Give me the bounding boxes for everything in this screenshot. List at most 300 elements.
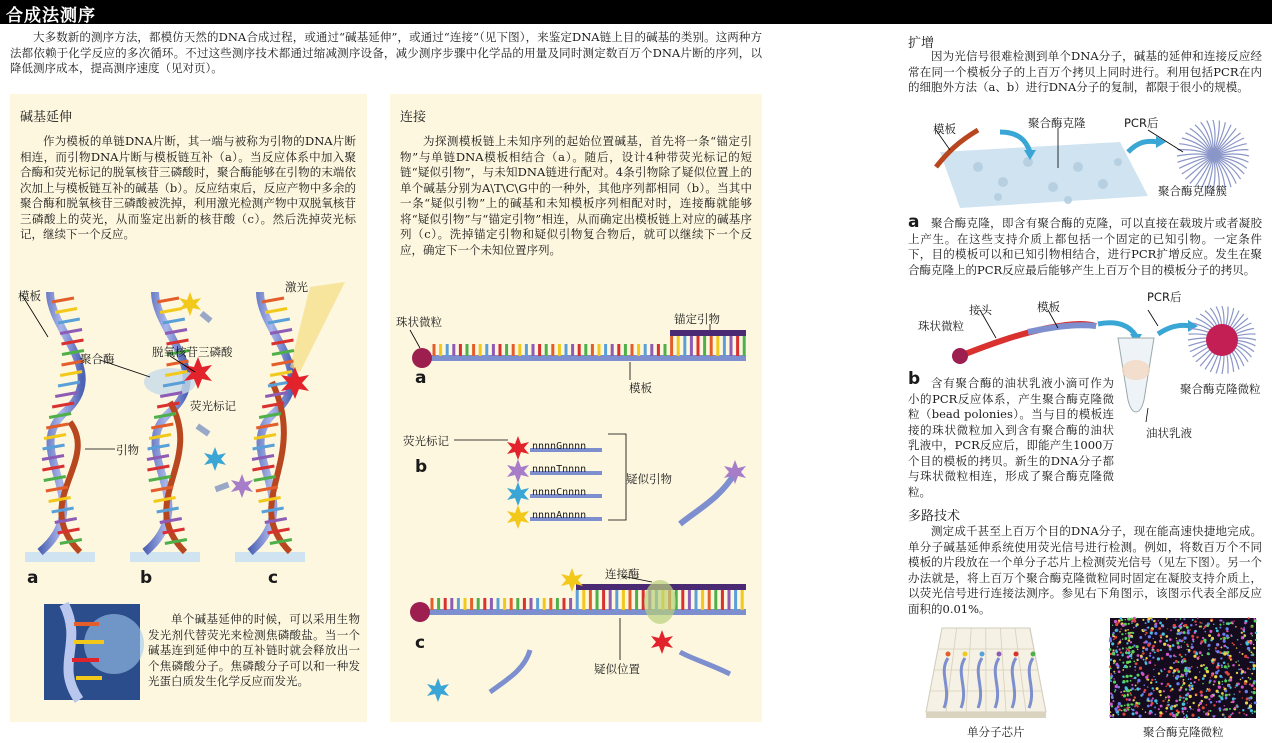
- colony-dot: [1247, 641, 1249, 643]
- colony-dot: [1165, 635, 1168, 638]
- label-chip: 单分子芯片: [967, 725, 1025, 739]
- colony-dot: [1238, 664, 1240, 666]
- colony-dot: [1175, 660, 1178, 663]
- colony-dot: [1131, 650, 1134, 653]
- base-pair: [60, 540, 82, 544]
- colony-dot: [1181, 647, 1182, 648]
- colony-dot: [1167, 701, 1168, 702]
- colony-dot: [1186, 717, 1188, 719]
- colony-dot: [1203, 664, 1205, 666]
- colony-dot: [1215, 651, 1216, 652]
- colony-dot: [1169, 638, 1172, 641]
- base-pair: [42, 466, 64, 470]
- base-pair: [147, 456, 169, 460]
- colony-dot: [1147, 627, 1149, 629]
- colony-dot: [1198, 656, 1199, 657]
- anchor-primer: [670, 330, 746, 336]
- colony-dot: [1186, 649, 1187, 650]
- base-pair: [256, 424, 278, 428]
- colony-dot: [1161, 683, 1163, 685]
- colony-dot: [1185, 672, 1188, 675]
- arrow: [1128, 141, 1158, 152]
- colony-dot: [1213, 624, 1214, 625]
- colony-dot: [1163, 643, 1166, 646]
- colony-dot: [1137, 674, 1140, 677]
- colony-dot: [1124, 691, 1125, 692]
- colony-dot: [1240, 644, 1241, 645]
- colony-dot: [1137, 682, 1139, 684]
- colony-dot: [1152, 656, 1154, 658]
- leader-line: [1148, 310, 1158, 326]
- colony-dot: [1144, 684, 1146, 686]
- colony-dot: [1121, 633, 1123, 635]
- ligation-heading: 连接: [400, 110, 427, 125]
- colony-dot: [1113, 671, 1115, 673]
- colony-dot: [1200, 691, 1203, 694]
- colony-dot: [1226, 668, 1227, 669]
- colony-dot: [1213, 680, 1215, 682]
- colony-dot: [1125, 633, 1126, 634]
- label-letter-c: c: [268, 568, 279, 588]
- probe-bracket: [608, 434, 626, 520]
- colony-dot: [1183, 697, 1185, 699]
- colony-dot: [1191, 635, 1194, 638]
- colony-dot: [1184, 667, 1187, 670]
- colony-dot: [1191, 643, 1193, 645]
- colony-dot: [1122, 647, 1124, 649]
- colony-dot: [1248, 617, 1250, 619]
- colony-dot: [1134, 696, 1136, 698]
- colony-dot: [1169, 713, 1172, 716]
- colony-dot: [1216, 666, 1218, 668]
- colony-dot: [1238, 669, 1240, 671]
- colony-dot: [1131, 653, 1133, 655]
- colony-dot: [1143, 629, 1145, 631]
- label-probe: 疑似引物: [626, 472, 672, 486]
- colony-dot: [1223, 709, 1224, 710]
- bioluminescence-inset: [44, 604, 140, 700]
- colony-dot: [1211, 674, 1214, 677]
- colony-dot: [1236, 672, 1238, 674]
- colony-dot: [1136, 645, 1139, 648]
- colony-dot: [1242, 697, 1243, 698]
- colony-dot: [1221, 666, 1223, 668]
- colony-dot: [1241, 653, 1243, 655]
- base-pair: [253, 445, 275, 449]
- colony-dot: [1194, 676, 1197, 679]
- colony-dot: [1210, 710, 1212, 712]
- colony-dot: [1206, 670, 1209, 673]
- colony-dot: [1244, 655, 1247, 658]
- colony-dot: [1221, 692, 1224, 695]
- colony-dot: [1125, 619, 1127, 621]
- colony-dot: [1121, 710, 1123, 712]
- colony-dot: [1117, 705, 1120, 708]
- colony-dot: [1201, 623, 1202, 624]
- base-pair: [165, 540, 187, 544]
- free-probe: [680, 473, 735, 524]
- colony-dot: [1250, 626, 1252, 628]
- colony-dot: [1141, 673, 1144, 676]
- colony-dot: [1133, 678, 1134, 679]
- colony-dot: [1199, 671, 1200, 672]
- colony-dot: [1152, 687, 1154, 689]
- colony-dot: [1215, 649, 1216, 650]
- colony-dot: [1126, 647, 1127, 648]
- colony-dot: [1186, 675, 1187, 676]
- colony-dot: [1115, 685, 1118, 688]
- colony-dot: [1226, 627, 1229, 630]
- colony-dot: [1122, 662, 1124, 664]
- colony-dot: [1175, 656, 1176, 657]
- colony-dot: [1168, 670, 1171, 673]
- probe-seq-a: nnnnAnnnn: [532, 510, 587, 521]
- colony-dot: [1204, 631, 1206, 633]
- label-fluor: 荧光标记: [190, 399, 236, 413]
- colony-dot: [1200, 664, 1203, 667]
- colony-dot: [1182, 674, 1184, 676]
- colony-dot: [1202, 683, 1204, 685]
- colony-dot: [1118, 670, 1121, 673]
- colony-dot: [1130, 703, 1132, 705]
- colony-dot: [1125, 666, 1128, 669]
- colony-dot: [1130, 636, 1132, 638]
- colony-dot: [1122, 638, 1124, 640]
- colony-dot: [1255, 639, 1257, 641]
- colony-dot: [1244, 622, 1247, 625]
- colony-dot: [1127, 703, 1130, 706]
- colony-dot: [1176, 682, 1179, 685]
- colony-dot: [1181, 645, 1182, 646]
- amp-letter-a: a: [908, 212, 920, 232]
- colony-dot: [1173, 675, 1174, 676]
- colony-dot: [1232, 697, 1235, 700]
- colony-dot: [1223, 640, 1226, 643]
- colony-dot: [1176, 642, 1179, 645]
- colony-dot: [1127, 618, 1130, 621]
- colony-dot: [1214, 675, 1217, 678]
- colony-dot: [1117, 686, 1120, 689]
- colony-dot: [1244, 713, 1245, 714]
- colony-dot: [1113, 662, 1115, 664]
- colony-dot: [1233, 644, 1235, 646]
- ligation-letter-b: b: [415, 457, 428, 477]
- ligation-diagram-c: [390, 568, 762, 718]
- colony-dot: [1113, 681, 1116, 684]
- colony-dot: [1215, 647, 1217, 649]
- colony-dot: [1151, 702, 1154, 705]
- colony-dot: [1147, 675, 1149, 677]
- colony-dot: [1222, 695, 1224, 697]
- colony-dot: [1176, 704, 1177, 705]
- base-pair: [147, 466, 169, 470]
- fluor-star: [507, 482, 529, 506]
- colony-dot: [1197, 617, 1199, 619]
- colony-dot: [1165, 707, 1168, 710]
- label-template: 模板: [18, 289, 41, 303]
- colony-dot: [1130, 641, 1132, 643]
- colony-dot: [1147, 686, 1148, 687]
- label-colony-bead: 聚合酶克隆微粒: [1180, 382, 1261, 396]
- colony-dot: [1173, 655, 1175, 657]
- colony-dot: [1151, 679, 1153, 681]
- chip-signal: [997, 652, 1002, 657]
- colony-dot: [1198, 679, 1200, 681]
- bead-colony-image: [1110, 618, 1256, 718]
- colony-dot: [1247, 668, 1249, 670]
- colony-dot: [1251, 684, 1254, 687]
- colony-dot: [1161, 670, 1163, 672]
- label-bead-b: 珠状微粒: [918, 319, 964, 333]
- colony-dot: [1190, 678, 1192, 680]
- label-template-lig: 模板: [629, 381, 652, 395]
- colony-dot: [1185, 660, 1187, 662]
- ligation-letter-c: c: [415, 633, 426, 653]
- colony-dot: [1148, 700, 1150, 702]
- base-pair: [259, 498, 281, 502]
- colony-dot: [1111, 642, 1114, 645]
- colony-dot: [1113, 660, 1116, 663]
- colony-dot: [1239, 691, 1241, 693]
- colony-dot: [1252, 635, 1253, 636]
- colony-dot: [1169, 655, 1172, 658]
- colony-dot: [1216, 701, 1218, 703]
- colony-dot: [1253, 687, 1256, 690]
- colony-dot: [1155, 681, 1157, 683]
- colony-dot: [1142, 647, 1144, 649]
- amplification-text-a: 聚合酶克隆，即含有聚合酶的克隆，可以直接在载玻片或者凝胶上产生。在这些支持介质上都包括一个固定的已知引物。一定条件下，目的模板可以和已知引物相结合，进行PCR扩增反应。发生在聚合酶克隆上的PCR反应最后能够产生上百万个目的模板分子的拷贝。: [908, 216, 1262, 277]
- colony-dot: [1216, 650, 1219, 653]
- chip-signal: [980, 652, 985, 657]
- colony-dot: [1123, 694, 1126, 697]
- colony-dot: [1135, 711, 1138, 714]
- base-pair: [46, 424, 68, 428]
- multiplex-text: 测定成千甚至上百万个目的DNA分子，现在能高速快捷地完成。单分子碱基延伸系统使用荧光信号进行检测。例如，将数百万个不同模板的片段放在一个单分子芯片上检测荧光信号（见左下图）。另一个办法就是，将上百万个聚合酶克隆微粒同时固定在凝胶支持介质上，以荧光信号进行连接法测序。参见右下角图示，该图示代表全部反应面积的0.01%。: [908, 524, 1262, 616]
- colony-dot: [1159, 711, 1162, 714]
- colony-dot: [1183, 618, 1185, 620]
- colony-dot: [1132, 709, 1135, 712]
- colony-dot: [1197, 708, 1200, 711]
- colony-dot: [1158, 672, 1160, 674]
- colony-dot: [1152, 649, 1154, 651]
- colony-dot: [1182, 639, 1184, 641]
- colony-dot: [1111, 694, 1113, 696]
- colony-dot: [1167, 683, 1170, 686]
- single-molecule-chip: [922, 618, 1050, 718]
- colony-dot: [1109, 648, 1112, 651]
- base-pair: [252, 466, 274, 470]
- colony-dot: [1142, 709, 1143, 710]
- multiplex-heading: 多路技术: [908, 509, 961, 524]
- colony-dot: [1158, 708, 1160, 710]
- colony-dot: [1120, 639, 1122, 641]
- colony-dot: [1118, 708, 1121, 711]
- colony-dot: [1202, 706, 1205, 709]
- colony-dot: [1227, 647, 1229, 649]
- colony-dot: [1227, 665, 1229, 667]
- colony-dot: [1220, 657, 1222, 659]
- colony-dot: [1149, 652, 1151, 654]
- colony-dot: [1228, 657, 1230, 659]
- base-pair: [42, 456, 64, 460]
- colony-dot: [1217, 644, 1218, 645]
- colony-dot: [1194, 632, 1196, 634]
- colony-dot: [1129, 692, 1131, 694]
- colony-dot: [1154, 714, 1156, 716]
- colony-dot: [1253, 647, 1255, 649]
- colony-dot: [1172, 714, 1175, 717]
- base-pair: [58, 382, 80, 386]
- colony-dot: [1220, 638, 1222, 640]
- colony-dot: [1227, 654, 1229, 656]
- colony-dot: [1215, 671, 1218, 674]
- colony-dot: [1114, 691, 1116, 693]
- colony-dot: [1122, 653, 1123, 654]
- colony-dot: [1114, 689, 1116, 691]
- colony-dot: [1189, 629, 1191, 631]
- colony-dot: [1134, 706, 1136, 708]
- colony-dot: [1182, 702, 1185, 705]
- colony-dot: [1230, 659, 1232, 661]
- colony-dot: [1109, 666, 1111, 668]
- colony-dot: [1129, 660, 1132, 663]
- colony-dot: [1180, 686, 1182, 688]
- colony-dot: [1150, 682, 1152, 684]
- colony-dot: [1114, 620, 1117, 623]
- colony-dot: [1213, 694, 1215, 696]
- probe-seq-c: nnnnCnnnn: [532, 487, 587, 498]
- colony-dot: [1122, 669, 1124, 671]
- colony-dot: [1135, 704, 1137, 706]
- colony-dot: [1201, 654, 1203, 656]
- colony-dot: [1173, 669, 1176, 672]
- colony-dot: [1224, 690, 1227, 693]
- colony-dot: [1137, 654, 1140, 657]
- title-bar: [0, 0, 1272, 24]
- laser-beam: [290, 282, 345, 372]
- colony-dot: [1166, 653, 1169, 656]
- colony-dot: [1206, 624, 1209, 627]
- colony-dot: [1132, 646, 1134, 648]
- fluor-star-yellow: [179, 292, 201, 316]
- colony-dot: [1249, 669, 1250, 670]
- colony-dot: [1148, 635, 1151, 638]
- colony-dot: [1207, 712, 1209, 714]
- colony-dot: [1224, 716, 1225, 717]
- colony-dot: [1202, 677, 1205, 680]
- colony-dot: [1226, 622, 1229, 625]
- colony-dot: [1176, 638, 1177, 639]
- dntp: [196, 424, 211, 437]
- colony-dot: [1113, 649, 1115, 651]
- colony-dot: [1224, 705, 1225, 706]
- colony-dot: [1145, 662, 1148, 665]
- colony-dot: [1251, 651, 1253, 653]
- label-beads: 聚合酶克隆微粒: [1143, 725, 1224, 739]
- amp-letter-b: b: [908, 369, 921, 389]
- colony-dot: [1154, 706, 1156, 708]
- colony-dot: [1173, 662, 1175, 664]
- colony-dot: [1126, 650, 1127, 651]
- base-pair: [262, 298, 284, 302]
- colony-dot: [1253, 664, 1254, 665]
- colony-dot: [1167, 628, 1168, 629]
- colony-dot: [1166, 639, 1169, 642]
- colony-dot: [1215, 627, 1217, 629]
- base-pair: [157, 508, 179, 512]
- slide: [235, 552, 305, 562]
- colony-dot: [1238, 660, 1239, 661]
- colony-dot: [1208, 698, 1210, 700]
- colony-dot: [1147, 620, 1149, 622]
- colony-dot: [1143, 642, 1145, 644]
- probe-seq-g: nnnnGnnnn: [532, 441, 587, 452]
- colony-dot: [1159, 640, 1162, 643]
- colony-dot: [1199, 626, 1201, 628]
- colony-dot: [1151, 634, 1152, 635]
- colony-dot: [1208, 710, 1210, 712]
- colony-dot: [1181, 710, 1184, 713]
- colony-dot: [1145, 632, 1147, 634]
- colony-dot: [1133, 644, 1135, 646]
- colony-dot: [1135, 684, 1137, 686]
- colony-dot: [1170, 630, 1172, 632]
- base-pair: [154, 498, 176, 502]
- polymerase: [144, 368, 196, 396]
- colony-dot: [1165, 685, 1167, 687]
- colony-dot: [1251, 673, 1253, 675]
- colony-dot: [1147, 705, 1150, 708]
- colony-dot: [1127, 708, 1129, 710]
- colony-dot: [1252, 667, 1255, 670]
- colony-dot: [1232, 623, 1233, 624]
- colony-dot: [1236, 706, 1238, 708]
- colony-dot: [1169, 685, 1172, 688]
- colony-dot: [1218, 707, 1221, 710]
- colony-dot: [1219, 651, 1222, 654]
- colony-dot: [1112, 652, 1115, 655]
- colony-dot: [1207, 688, 1209, 690]
- colony-dot: [1187, 645, 1189, 647]
- colony-dot: [1183, 707, 1186, 710]
- colony-dot: [1209, 630, 1212, 633]
- colony-dot: [1176, 675, 1179, 678]
- colony-dot: [1197, 658, 1198, 659]
- colony-dot: [1250, 632, 1252, 634]
- arrow: [1158, 325, 1190, 334]
- fluor-star-blue: [204, 447, 226, 471]
- colony-dot: [1117, 646, 1119, 648]
- dntp: [199, 311, 212, 323]
- colony-dot: [1112, 700, 1114, 702]
- colony-dot: [1203, 674, 1206, 677]
- colony-dot: [1183, 717, 1185, 719]
- colony-dot: [1249, 641, 1252, 644]
- colony-dot: [1203, 639, 1206, 642]
- colony-dot: [1130, 694, 1132, 696]
- base-pair: [270, 540, 292, 544]
- colony-dot: [1165, 698, 1166, 699]
- colony-dot: [1225, 708, 1228, 711]
- colony-dot: [1243, 630, 1245, 632]
- colony-dot: [1245, 690, 1248, 693]
- colony-dot: [1208, 644, 1211, 647]
- dntp: [214, 482, 229, 492]
- colony-dot: [1218, 665, 1219, 666]
- colony-dot: [1199, 702, 1202, 705]
- colony-dot: [1145, 648, 1148, 651]
- colony-dot: [1135, 670, 1136, 671]
